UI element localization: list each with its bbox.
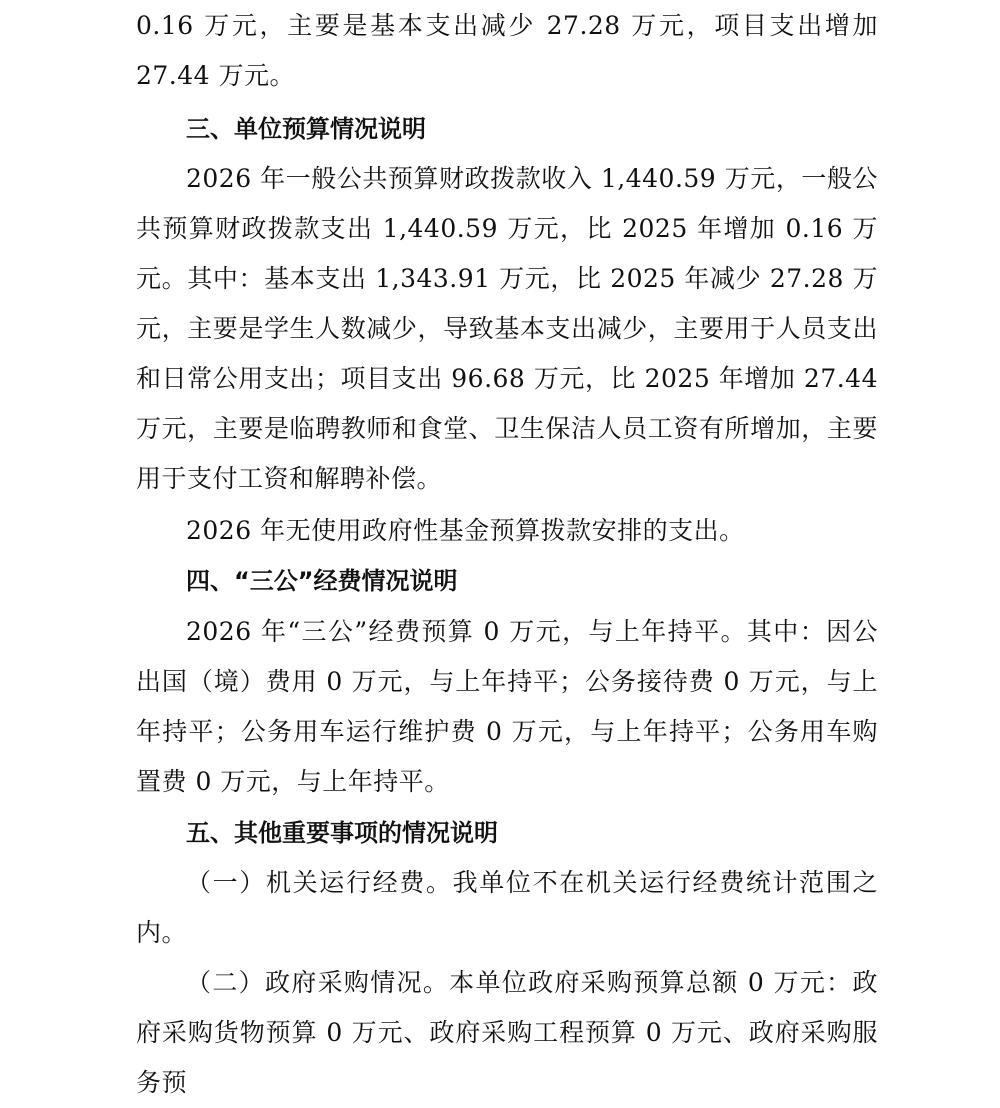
section-5-paragraph-2: （二）政府采购情况。本单位政府采购预算总额 0 万元：政府采购货物预算 0 万元、政府采购工程预算 0 万元、政府采购服务预 — [136, 968, 878, 1097]
section-4-paragraph-1: 2026 年“三公”经费预算 0 万元，与上年持平。其中：因公出国（境）费用 0 万元，与上年持平；公务接待费 0 万元，与上年持平；公务用车运行维护费 0 万元，与上年持平；公务用车购置费 0 万元，与上年持平。 — [136, 617, 878, 796]
paragraph-previous-tail: 0.16 万元，主要是基本支出减少 27.28 万元，项目支出增加 27.44 万元。 — [136, 11, 878, 90]
section-4-heading: 四、“三公”经费情况说明 — [186, 567, 458, 595]
section-3-paragraph-1: 2026 年一般公共预算财政拨款收入 1,440.59 万元，一般公共预算财政拨款支出 1,440.59 万元，比 2025 年增加 0.16 万元。其中：基本支出 1,343.91 万元，比 2025 年减少 27.28 万元，主要是学生人数减少，导致基本支出减少，主要用于人员支出和日常公用支出；项目支出 96.68 万元，比 2025 年增加 27.44 万元，主要是临聘教师和食堂、卫生保洁人员工资有所增加，主要用于支付工资和解聘补偿。 — [136, 164, 878, 493]
section-5-paragraph-1: （一）机关运行经费。我单位不在机关运行经费统计范围之内。 — [136, 868, 878, 947]
section-3-paragraph-2: 2026 年无使用政府性基金预算拨款安排的支出。 — [186, 516, 745, 545]
section-3-heading: 三、单位预算情况说明 — [186, 115, 426, 143]
section-5-heading: 五、其他重要事项的情况说明 — [186, 819, 498, 847]
